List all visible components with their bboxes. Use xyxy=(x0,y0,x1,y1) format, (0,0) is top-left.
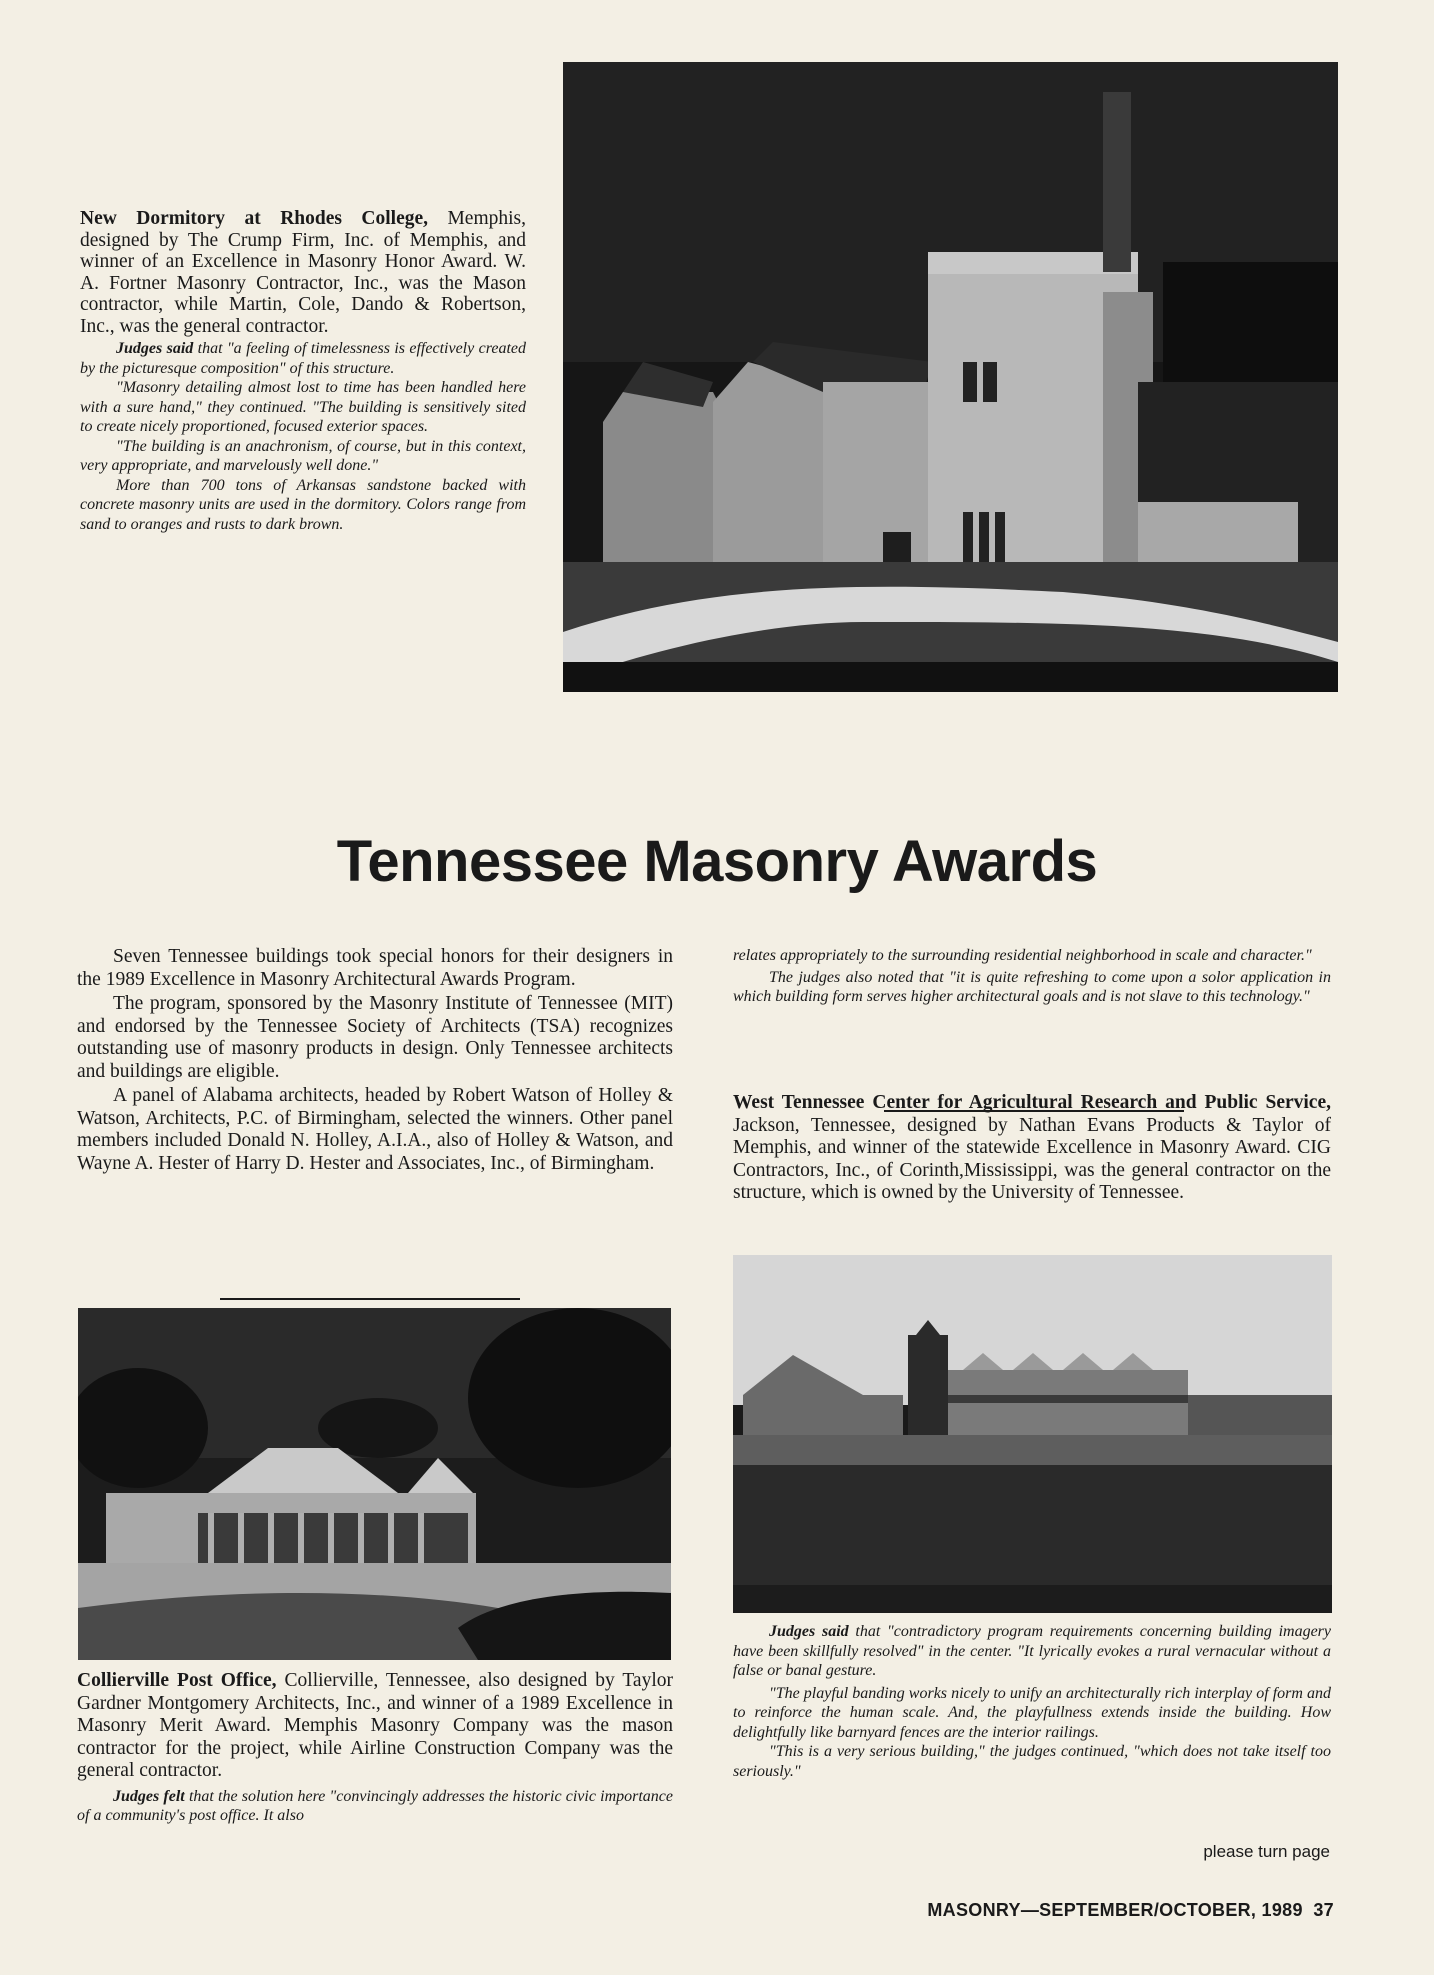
west-tn-center-photo xyxy=(733,1255,1332,1613)
west-tn-body: Jackson, Tennessee, designed by Nathan Evans Products & Taylor of Memphis, and winner of the statewide Excellence in Masonry Award. CIG Contractors, Inc., of Corinth,Mississippi, was the general contractor on the structure, which is owned by the University of Tennessee. xyxy=(733,1114,1331,1203)
footer-page-number: 37 xyxy=(1313,1900,1334,1920)
rhodes-caption xyxy=(80,208,526,534)
west-tn-judges xyxy=(733,1622,1331,1781)
rhodes-dormitory-photo xyxy=(563,62,1338,692)
west-tn-judges-p1 xyxy=(733,1622,1331,1681)
page-headline: Tennessee Masonry Awards xyxy=(336,829,1098,894)
turn-page-note: please turn page xyxy=(1203,1842,1330,1861)
west-tn-judges-p2: "The playful banding works nicely to unify an architecturally rich interplay of form and to reinforce the human scale. And, the playfullness extends inside the building. How delightfully like barnyard fences are the interior railings. xyxy=(733,1684,1331,1741)
west-tn-judges-p3: "This is a very serious building," the judges continued, "which does not take itself too seriously." xyxy=(733,1743,1331,1780)
continuation-p2: The judges also noted that "it is quite refreshing to come upon a solor application in which building form serves higher architectural goals and is not slave to this technology." xyxy=(733,968,1331,1005)
collierville-judges xyxy=(77,1787,673,1826)
rhodes-body: Memphis, designed by The Crump Firm, Inc. of Memphis, and winner of an Excellence in Masonry Honor Award. W. A. Fortner Masonry Contractor, Inc., was the Mason contractor, while Martin, Cole, Dando & Robertson, Inc., was the general contractor. xyxy=(80,208,527,337)
rhodes-judges-p2: "Masonry detailing almost lost to time has been handled here with a sure hand," they continued. "The building is sensitively sited to create nicely proportioned, focused exterior spaces. xyxy=(80,379,526,435)
right-column-continuation xyxy=(733,946,1331,1007)
rhodes-title: New Dormitory at Rhodes College, xyxy=(80,208,429,229)
rhodes-judges-lead: Judges said xyxy=(116,340,194,357)
intro-p1: Seven Tennessee buildings took special honors for their designers in the 1989 Excellence in Masonry Architectural Awards Program. xyxy=(77,946,673,990)
collierville-intro xyxy=(77,1670,673,1783)
west-tn-judges-text-1: that "contradictory program requirements concerning building imagery have been skillfully resolved" in the center. "It lyrically evokes a rural vernacular without a false or banal gesture. xyxy=(733,1623,1331,1679)
rhodes-judges-p1 xyxy=(80,339,526,378)
collierville-body: Collierville, Tennessee, also designed by Taylor Gardner Montgomery Architects, Inc., and winner of a 1989 Excellence in Masonry Merit Award. Memphis Masonry Company was the mason contractor for the project, while Airline Construction Company was the general contractor. xyxy=(77,1670,673,1781)
intro-p2: The program, sponsored by the Masonry Institute of Tennessee (MIT) and endorsed by the Tennessee Society of Architects (TSA) recognizes outstanding use of masonry products in design. Only Tennessee architects and buildings are eligible. xyxy=(77,993,673,1082)
rhodes-judges-p4: More than 700 tons of Arkansas sandstone backed with concrete masonry units are used in the dormitory. Colors range from sand to oranges and rusts to dark brown. xyxy=(80,476,526,533)
collierville-title: Collierville Post Office, xyxy=(77,1670,277,1691)
page-footer xyxy=(927,1900,1334,1921)
rhodes-intro xyxy=(80,208,526,337)
rhodes-judges-p3: "The building is an anachronism, of course, but in this context, very appropriate, and marvelously well done." xyxy=(80,437,526,474)
continuation-p1: relates appropriately to the surrounding residential neighborhood in scale and character." xyxy=(733,947,1312,964)
west-tn-title: West Tennessee Center for Agricultural Research and Public Service, xyxy=(733,1092,1331,1113)
intro-p3: A panel of Alabama architects, headed by Robert Watson of Holley & Watson, Architects, P.C. of Birmingham, selected the winners. Other panel members included Donald N. Holley, A.I.A., also of Holley & Watson, and Wayne A. Hester of Harry D. Hester and Associates, Inc., of Birmingham. xyxy=(77,1085,673,1174)
collierville-caption xyxy=(77,1670,673,1826)
rhodes-judges-text-1: that "a feeling of timelessness is effectively created by the picturesque composition" of this structure. xyxy=(80,340,526,377)
west-tn-judges-lead: Judges said xyxy=(769,1623,849,1640)
footer-magazine: MASONRY—SEPTEMBER/OCTOBER, 1989 xyxy=(927,1900,1303,1920)
west-tn-caption xyxy=(733,1092,1331,1205)
divider-left xyxy=(220,1298,520,1300)
west-tn-intro xyxy=(733,1092,1331,1205)
collierville-judges-lead: Judges felt xyxy=(113,1787,185,1805)
collierville-judges-text: that the solution here "convincingly addresses the historic civic importance of a community's post office. It also xyxy=(77,1787,674,1824)
intro-column xyxy=(77,946,673,1175)
collierville-post-office-photo xyxy=(78,1308,671,1660)
